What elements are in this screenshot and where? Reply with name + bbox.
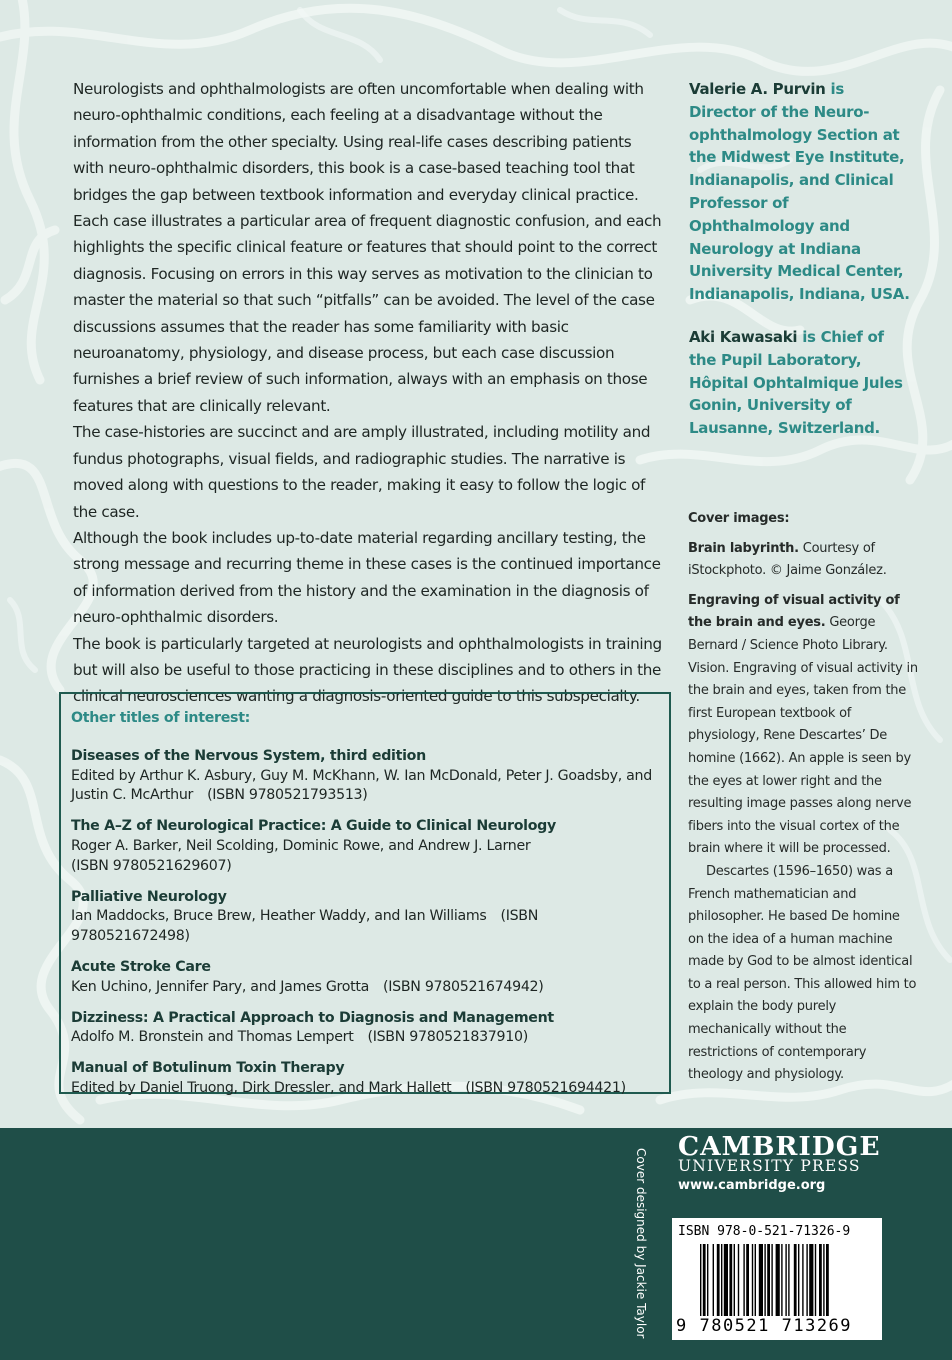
barcode	[672, 1218, 882, 1340]
title-entry	[71, 817, 659, 876]
book-isbn: (ISBN 9780521694421)	[465, 1079, 626, 1096]
publisher-url[interactable]: www.cambridge.org	[678, 1178, 826, 1193]
barcode-bar	[823, 1244, 824, 1316]
barcode-bar	[767, 1244, 770, 1316]
other-titles-heading: Other titles of interest:	[71, 710, 251, 726]
barcode-bar	[724, 1244, 728, 1316]
barcode-bar	[738, 1244, 739, 1316]
book-isbn: (ISBN 9780521674942)	[383, 978, 544, 995]
barcode-bar	[794, 1244, 797, 1316]
book-title: The A–Z of Neurological Practice: A Guide to Clinical Neurology	[71, 818, 556, 835]
editors-text: Edited by Daniel Truong, Dirk Dressler, and Mark Hallett	[71, 1079, 452, 1096]
book-title: Dizziness: A Practical Approach to Diagnosis and Management	[71, 1009, 554, 1026]
book-isbn: (ISBN 9780521837910)	[367, 1029, 528, 1046]
barcode-bar	[729, 1244, 732, 1316]
credit-text: George Bernard / Science Photo Library.	[688, 615, 888, 653]
editors-text: Ken Uchino, Jennifer Pary, and James Grotta	[71, 978, 370, 995]
publisher-logo	[678, 1128, 888, 1193]
book-editors	[71, 837, 659, 877]
cover-designer-credit	[628, 1148, 650, 1348]
barcode-bar	[721, 1244, 722, 1316]
barcode-bar	[700, 1244, 701, 1316]
publisher-subtitle: UNIVERSITY PRESS	[678, 1157, 861, 1175]
descartes-description: Descartes (1596–1650) was a French mathematician and philosopher. He based De homine on the idea of a human machine made by God to be almost identical to a real person. This allowed him to explain the body purely mechanically without the restrictions of contemporary theology and physiology.	[688, 863, 917, 1083]
barcode-bar	[717, 1244, 720, 1316]
title-entry	[71, 1059, 659, 1099]
barcode-isbn-label: ISBN 978-0-521-71326-9	[678, 1224, 851, 1239]
cover-image-credits	[688, 508, 918, 1094]
editors-text: Adolfo M. Bronstein and Thomas Lempert	[71, 1029, 354, 1046]
book-isbn: (ISBN 9780521793513)	[207, 787, 368, 804]
book-editors	[71, 978, 659, 998]
credit-title: Brain labyrinth.	[688, 540, 799, 556]
title-entry	[71, 958, 659, 998]
barcode-bar	[752, 1244, 753, 1316]
book-title: Palliative Neurology	[71, 888, 227, 905]
barcode-bar	[781, 1244, 782, 1316]
description-paragraph: Neurologists and ophthalmologists are often uncomfortable when dealing with neuro-ophthalmic conditions, each feeling at a disadvantage without the information from the other specialty. Using real-life cases describing patients with neuro-ophthalmic disorders, this book is a case-based teaching tool that bridges the gap between textbook information and everyday clinical practice.	[73, 80, 644, 204]
book-editors	[71, 1079, 659, 1099]
barcode-bar	[703, 1244, 706, 1316]
description-paragraph: Each case illustrates a particular area of frequent diagnostic confusion, and each highlights the specific clinical feature or features that should point to the correct diagnosis. Focusing on errors in this way serves as motivation to the clinician to master the material so that such “pitfalls” can be avoided. The level of the case discussions assumes that the reader has some familiarity with basic neuroanatomy, physiology, and disease process, but each case discussion furnishes a brief review of such information, always with an emphasis on those features that are clinically relevant.	[73, 212, 662, 415]
designer-text: Cover designed by Jackie Taylor	[634, 1148, 648, 1339]
brain-labyrinth-credit	[688, 538, 918, 583]
title-entry	[71, 1009, 659, 1049]
barcode-bar	[759, 1244, 763, 1316]
book-isbn: (ISBN 9780521629607)	[71, 857, 232, 874]
book-isbn: (ISBN 9780521672498)	[71, 908, 539, 945]
editors-text: Roger A. Barker, Neil Scolding, Dominic Rowe, and Andrew J. Larner	[71, 837, 531, 854]
barcode-bars	[700, 1244, 876, 1316]
barcode-bar	[746, 1244, 749, 1316]
description-paragraph: The book is particularly targeted at neurologists and ophthalmologists in training but will also be useful to those practicing in these disciplines and to others in the clinical neurosciences wanting a diagnosis-oriented guide to this subspecialty.	[73, 634, 662, 706]
barcode-bar	[771, 1244, 772, 1316]
barcode-bar	[764, 1244, 765, 1316]
credit-title: Engraving of visual activity of the brain and eyes.	[688, 592, 900, 631]
other-titles-box	[59, 692, 671, 1094]
cover-images-heading: Cover images:	[688, 511, 790, 526]
barcode-bar	[788, 1244, 789, 1316]
author-description: is Director of the Neuro-ophthalmology Section at the Midwest Eye Institute, Indianapolis, and Clinical Professor of Ophthalmology and Neurology at Indiana University Medical Center, Indianapolis, Indiana, USA.	[689, 80, 910, 304]
barcode-bar	[713, 1244, 714, 1316]
title-entry	[71, 888, 659, 947]
barcode-bar	[707, 1244, 708, 1316]
editors-text: Ian Maddocks, Bruce Brew, Heather Waddy, and Ian Williams	[71, 908, 487, 925]
engraving-description: Vision. Engraving of visual activity in the brain and eyes, taken from the first European textbook of physiology, Rene Descartes’ De homine (1662). An apple is seen by the eyes at lower right and the resulting image passes along nerve fibers into the visual cortex of the brain where it will be processed.	[688, 660, 918, 857]
title-entry	[71, 747, 659, 806]
barcode-bar	[826, 1244, 829, 1316]
barcode-bar	[785, 1244, 786, 1316]
description-paragraph: The case-histories are succinct and are amply illustrated, including motility and fundus photographs, visual fields, and radiographic studies. The narrative is moved along with questions to the reader, making it easy to follow the logic of the case.	[73, 423, 651, 521]
barcode-bar	[798, 1244, 799, 1316]
editors-text: Edited by Arthur K. Asbury, Guy M. McKhann, W. Ian McDonald, Peter J. Goadsby, and Justin C. McArthur	[71, 767, 652, 804]
book-title: Acute Stroke Care	[71, 958, 211, 975]
barcode-bar	[802, 1244, 803, 1316]
author-name: Aki Kawasaki	[689, 327, 798, 346]
author-bios	[689, 78, 914, 460]
barcode-bar	[819, 1244, 822, 1316]
book-title: Manual of Botulinum Toxin Therapy	[71, 1060, 345, 1077]
book-editors	[71, 907, 659, 947]
book-editors	[71, 767, 659, 807]
author-bio	[689, 326, 914, 440]
barcode-bar	[734, 1244, 735, 1316]
book-title: Diseases of the Nervous System, third edition	[71, 747, 426, 764]
barcode-bar	[806, 1244, 807, 1316]
barcode-bar	[776, 1244, 780, 1316]
barcode-bar	[809, 1244, 813, 1316]
barcode-bar	[743, 1244, 744, 1316]
book-description	[73, 76, 665, 710]
publisher-name: CAMBRIDGE	[678, 1131, 881, 1162]
author-bio	[689, 78, 914, 306]
barcode-digits: 9 780521 713269	[676, 1316, 853, 1336]
barcode-bar	[815, 1244, 816, 1316]
credit-text: Courtesy of iStockphoto. © Jaime González.	[688, 540, 887, 579]
description-paragraph: Although the book includes up-to-date material regarding ancillary testing, the strong message and recurring theme in these cases is the continued importance of information derived from the history and the examination in the diagnosis of neuro-ophthalmic disorders.	[73, 528, 661, 627]
book-editors	[71, 1028, 659, 1048]
engraving-credit	[688, 590, 918, 1087]
author-description: is Chief of the Pupil Laboratory, Hôpital Ophtalmique Jules Gonin, University of Lausanne, Switzerland.	[689, 327, 903, 438]
barcode-bar	[755, 1244, 756, 1316]
author-name: Valerie A. Purvin	[689, 80, 826, 98]
